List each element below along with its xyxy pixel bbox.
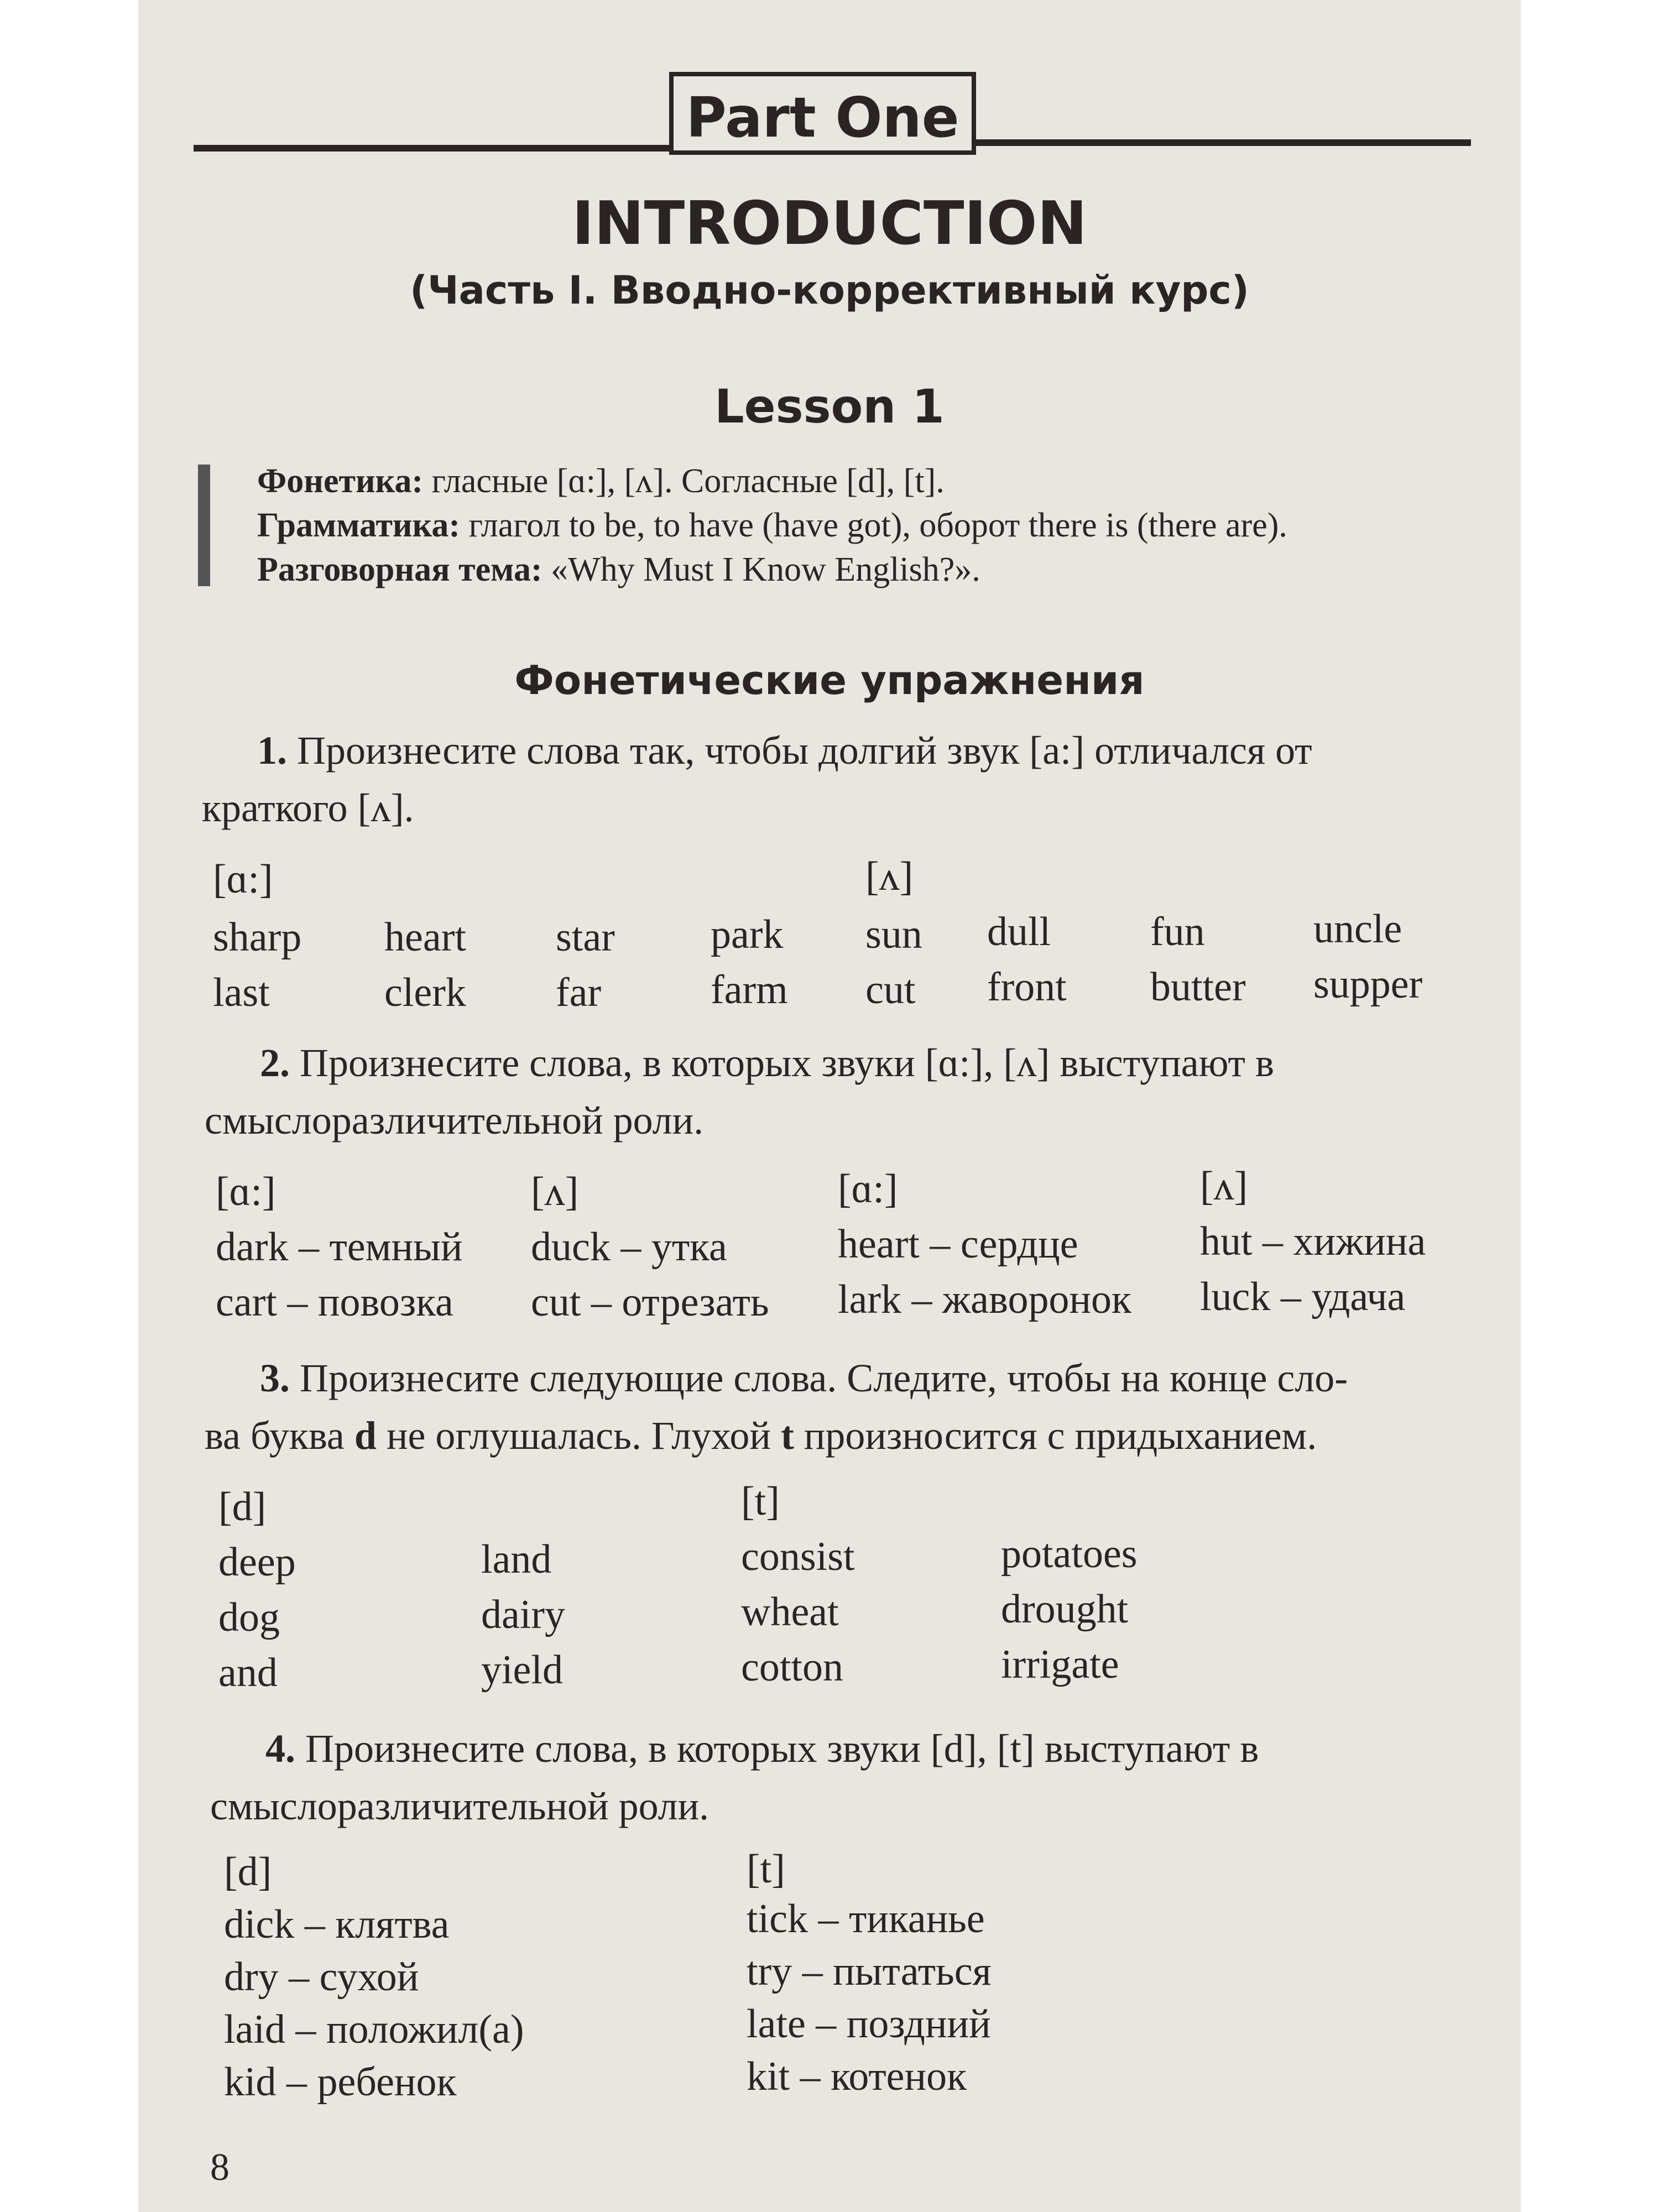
word: fun <box>1150 909 1205 954</box>
exercise-1-instructions: 1. Произнесите слова так, чтобы долгий звук [a:] отличался от краткого [ʌ]. <box>202 728 1312 830</box>
exercise-1-header-long-a: [ɑ:] <box>213 857 273 902</box>
word: consist <box>741 1534 855 1579</box>
word-pair: try – пытаться <box>747 1949 992 1994</box>
word: land <box>481 1537 552 1582</box>
exercise-3-instructions: 3. Произнесите следующие слова. Следите, чтобы на конце сло- ва буква d не оглушалась. Глухой t произносится с придыханием. <box>205 1356 1348 1458</box>
part-title: Part One <box>686 85 959 150</box>
word: and <box>218 1650 278 1695</box>
exercise-4-header-d: [d] <box>224 1849 272 1895</box>
exercise-3-header-t: [t] <box>741 1479 780 1524</box>
word-pair: cart – повозка <box>216 1280 453 1325</box>
word: far <box>556 970 602 1015</box>
exercise-4-header-t: [t] <box>747 1846 785 1892</box>
word: yield <box>481 1647 563 1693</box>
lesson-title: Lesson 1 <box>714 379 945 434</box>
word-pair: cut – отрезать <box>531 1280 769 1325</box>
word-pair: dick – клятва <box>224 1902 450 1947</box>
topic-phonetics: Фонетика: гласные [ɑ:], [ʌ]. Согласные [d], [t]. <box>257 462 945 500</box>
word: front <box>987 964 1067 1010</box>
word: dull <box>987 909 1051 954</box>
chapter-subtitle: (Часть I. Вводно-коррективный курс) <box>410 268 1249 313</box>
topic-conversation: Разговорная тема: «Why Must I Know English?». <box>257 551 980 588</box>
word-pair: hut – хижина <box>1200 1219 1426 1264</box>
word-pair: laid – положил(а) <box>224 2007 524 2052</box>
exercise-2-header-3: [ɑ:] <box>838 1166 898 1212</box>
word-pair: luck – удача <box>1200 1274 1406 1319</box>
word: deep <box>218 1540 296 1585</box>
word-pair: duck – утка <box>531 1224 727 1270</box>
exercise-1-header-short-u: [ʌ] <box>865 854 914 899</box>
part-title-box <box>669 72 976 155</box>
topics-side-bar <box>198 465 210 586</box>
word: park <box>711 912 784 957</box>
word: star <box>556 915 615 960</box>
word-pair: dry – сухой <box>224 1954 419 2000</box>
word-pair: late – поздний <box>747 2001 991 2047</box>
word-pair: dark – темный <box>216 1224 463 1270</box>
word-pair: kit – котенок <box>747 2054 967 2099</box>
lesson-topics <box>257 459 1287 592</box>
word: wheat <box>741 1589 839 1635</box>
chapter-title: INTRODUCTION <box>572 189 1087 258</box>
word: cotton <box>741 1645 843 1690</box>
word: last <box>213 970 270 1015</box>
word: drought <box>1001 1587 1129 1632</box>
word: potatoes <box>1001 1531 1138 1577</box>
word: butter <box>1150 964 1246 1010</box>
page-number: 8 <box>210 2146 229 2189</box>
word: sharp <box>213 915 302 960</box>
word: clerk <box>384 970 466 1015</box>
topic-grammar: Грамматика: глагол to be, to have (have got), оборот there is (there are). <box>257 507 1287 544</box>
word: uncle <box>1313 906 1402 952</box>
word-pair: kid – ребенок <box>224 2059 457 2105</box>
exercise-2-header-1: [ɑ:] <box>216 1169 276 1214</box>
word: dairy <box>481 1592 566 1637</box>
word: heart <box>384 915 466 960</box>
word: cut <box>865 967 916 1013</box>
word-pair: tick – тиканье <box>747 1896 985 1942</box>
word: dog <box>218 1595 280 1640</box>
header-rule-left <box>194 145 675 152</box>
exercise-2-instructions: 2. Произнесите слова, в которых звуки [ɑ:], [ʌ] выступают в смыслоразличительной роли. <box>205 1041 1274 1142</box>
exercise-2-header-2: [ʌ] <box>531 1169 579 1214</box>
exercise-4-instructions: 4. Произнесите слова, в которых звуки [d], [t] выступают в смыслоразличительной роли. <box>210 1726 1259 1828</box>
word: supper <box>1313 962 1423 1007</box>
word-pair: lark – жаворонок <box>838 1277 1132 1322</box>
exercise-3-header-d: [d] <box>218 1484 267 1530</box>
exercise-2-header-4: [ʌ] <box>1200 1164 1248 1209</box>
word: sun <box>865 912 922 957</box>
word: irrigate <box>1001 1642 1119 1687</box>
word-pair: heart – сердце <box>838 1222 1078 1267</box>
word: farm <box>711 967 788 1013</box>
header-rule-right <box>973 139 1471 146</box>
section-heading: Фонетические упражнения <box>514 657 1145 703</box>
